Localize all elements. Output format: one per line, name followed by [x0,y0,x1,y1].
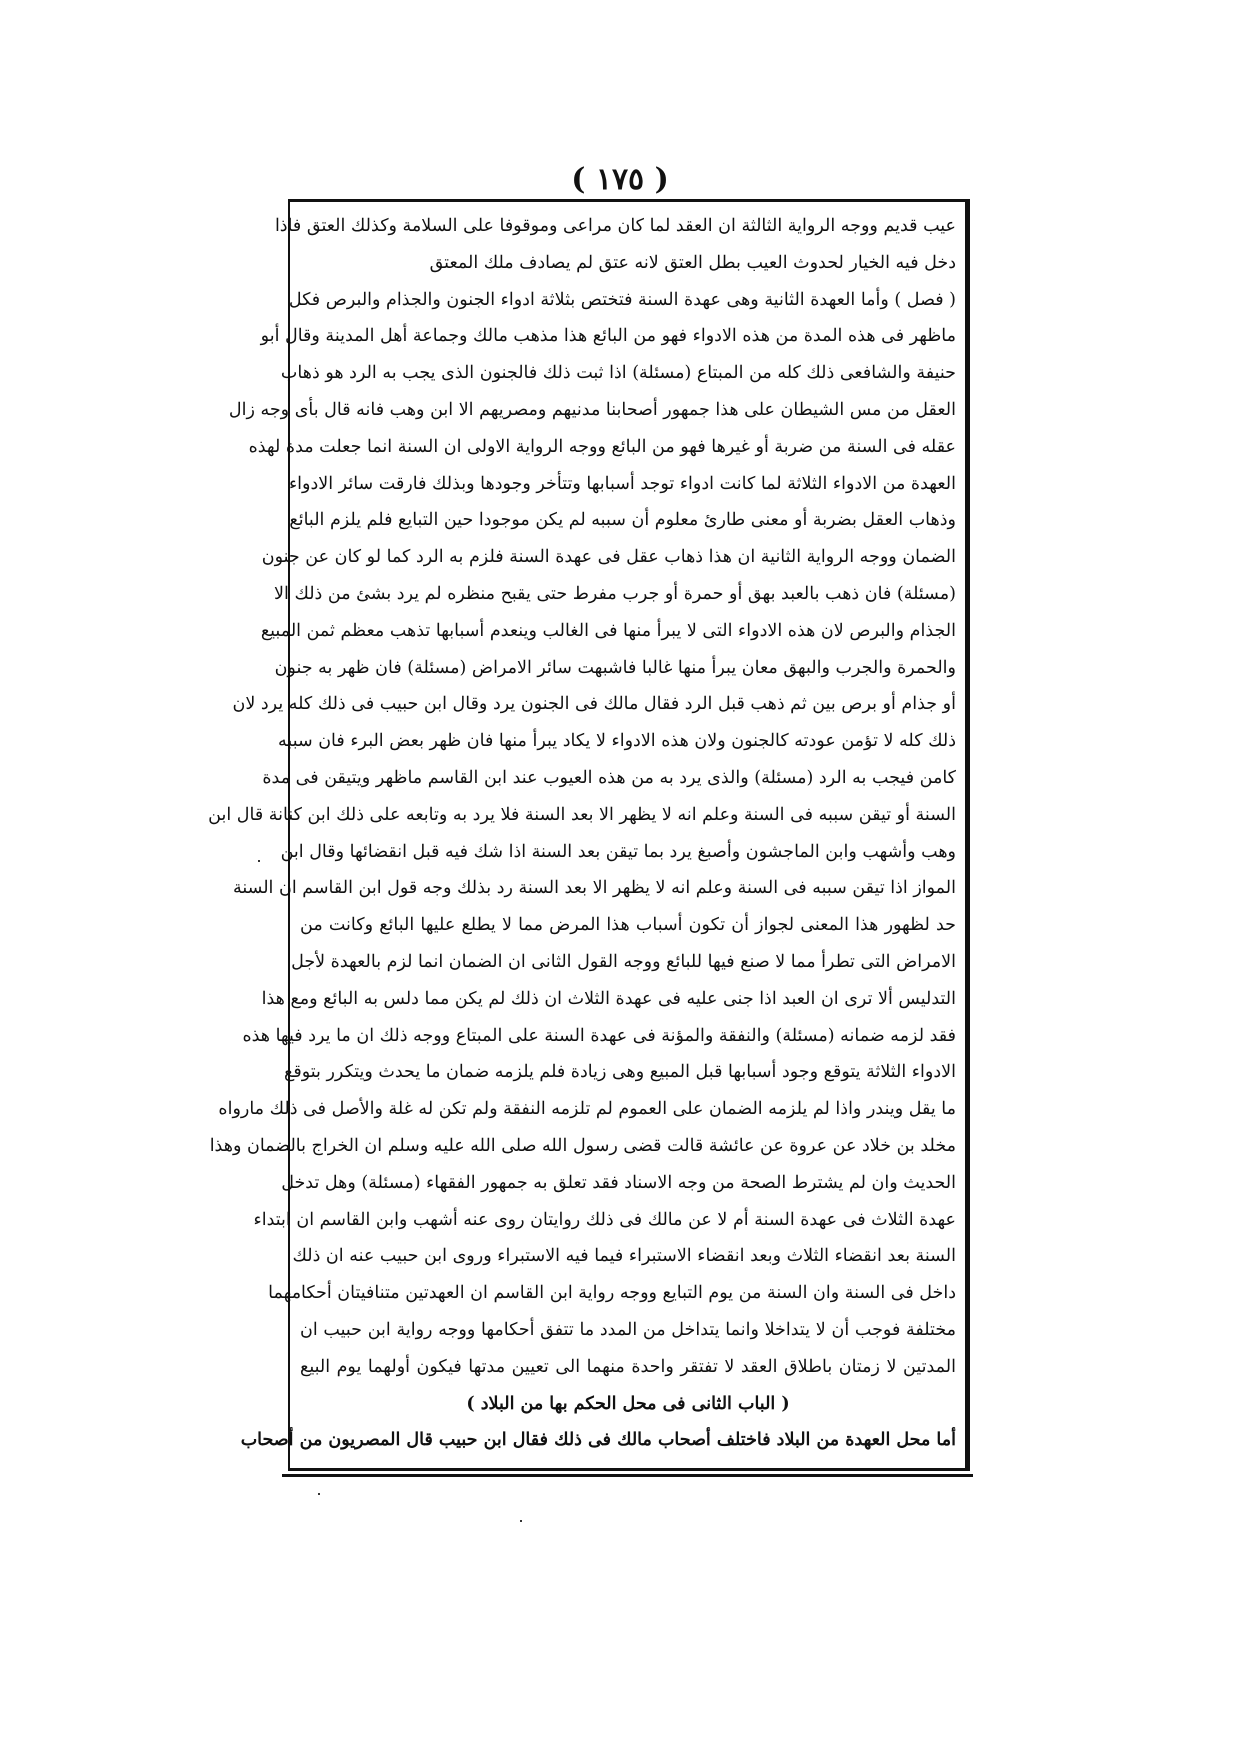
text-line: الضمان ووجه الرواية الثانية ان هذا ذهاب عقل فى عهدة السنة فلزم به الرد كما لو كان عن جنون [261,547,956,568]
text-line: ما يقل ويندر واذا لم يلزمه الضمان على العموم لم تلزمه النفقة ولم تكن له غلة والأصل فى ذلك مارواه [218,1099,956,1120]
text-line: الادواء الثلاثة يتوقع وجود أسبابها قبل المبيع وهى زيادة فلم يلزمه ضمان ما يحدث ويتكرر بتوقع [284,1062,956,1083]
text-line: أما محل العهدة من البلاد فاختلف أصحاب مالك فى ذلك فقال ابن حبيب قال المصريون من أصحاب [240,1430,956,1451]
text-line: كامن فيجب به الرد (مسئلة) والذى يرد به من هذه العيوب عند ابن القاسم ماظهر ويتيقن فى مدة [262,767,956,788]
text-line: الجذام والبرص لان هذه الادواء التى لا يبرأ منها فى الغالب وينعدم أسبابها تذهب معظم ثمن المبيع [260,620,956,641]
text-line: مختلفة فوجب أن لا يتداخلا وانما يتداخل من المدد ما تتفق أحكامها ووجه رواية ابن حبيب ان [300,1319,956,1340]
text-line: المدتين لا زمتان باطلاق العقد لا تفتقر واحدة منهما الى تعيين مدتها فيكون أولهما يوم البيع [300,1356,956,1377]
text-line: التدليس ألا ترى ان العبد اذا جنى عليه فى عهدة الثلاث ان ذلك لم يكن مما دلس به البائع ومع هذا [261,988,956,1009]
text-line: عقله فى السنة من ضربة أو غيرها فهو من البائع ووجه الرواية الاولى ان السنة انما جعلت مدة لهذه [248,436,956,457]
text-line: داخل فى السنة وان السنة من يوم التبايع ووجه رواية ابن القاسم ان العهدتين متنافيتان أحكامهما [268,1283,956,1304]
text-line: ( فصل ) وأما العهدة الثانية وهى عهدة السنة فتختص بثلاثة ادواء الجنون والجذام والبرص فكل [288,289,956,310]
text-line: مخلد بن خلاد عن عروة عن عائشة قالت قضى رسول الله صلى الله عليه وسلم ان الخراج بالضمان وهذا [209,1135,956,1156]
text-line: السنة بعد انقضاء الثلاث وبعد انقضاء الاستبراء فيما فيه الاستبراء وروى ابن حبيب عنه ان ذلك [292,1246,956,1267]
text-line: (مسئلة) فان ذهب بالعبد بهق أو حمرة أو جرب مفرط حتى يقبح منظره لم يرد بشئ من ذلك الا [274,583,956,604]
page-number: ( ١٧٥ ) [571,162,669,197]
text-line: المواز اذا تيقن سببه فى السنة وعلم انه لا يظهر الا بعد السنة رد بذلك وجه قول ابن القاسم ان السنة [232,878,956,899]
scan-speck [258,860,260,862]
text-line: وهب وأشهب وابن الماجشون وأصبغ يرد بما تيقن بعد السنة اذا شك فيه قبل انقضائها وقال ابن [280,841,956,862]
text-line: حد لظهور هذا المعنى لجواز أن تكون أسباب هذا المرض مما لا يطلع عليها البائع وكانت من [300,915,956,936]
text-line: فقد لزمه ضمانه (مسئلة) والنفقة والمؤنة فى عهدة السنة على المبتاع ووجه ذلك ان ما يرد فيها هذه [242,1025,956,1046]
text-line: السنة أو تيقن سببه فى السنة وعلم انه لا يظهر الا بعد السنة فلا يرد به وتابعه على ذلك ابن كنانة قال ابن [208,804,956,825]
text-line: دخل فيه الخيار لحدوث العيب بطل العتق لانه عتق لم يصادف ملك المعتق [429,252,956,273]
text-line: أو جذام أو برص بين ثم ذهب قبل الرد فقال مالك فى الجنون يرد وقال ابن حبيب فى ذلك كله يرد لان [232,694,956,715]
scan-speck [520,1520,522,1522]
text-line: وذهاب العقل بضربة أو معنى طارئ معلوم أن سببه لم يكن موجودا حين التبايع فلم يلزم البائع [289,510,956,531]
text-line: العهدة من الادواء الثلاثة لما كانت ادواء توجد أسبابها وتتأخر وجودها وبذلك فارقت سائر الادواء [288,473,956,494]
text-line: عهدة الثلاث فى عهدة السنة أم لا عن مالك فى ذلك روايتان روى عنه أشهب وابن القاسم ان ابتداء [253,1209,956,1230]
text-line: الحديث وان لم يشترط الصحة من وجه الاسناد فقد تعلق به جمهور الفقهاء (مسئلة) وهل تدخل [281,1172,956,1193]
scan-speck [318,1493,320,1495]
text-line: ماظهر فى هذه المدة من هذه الادواء فهو من البائع هذا مذهب مالك وجماعة أهل المدينة وقال أبو [260,326,956,347]
chapter-heading: ( الباب الثانى فى محل الحكم بها من البلاد ) [466,1393,790,1414]
body-text [208,208,956,1459]
text-line: ذلك كله لا تؤمن عودته كالجنون ولان هذه الادواء لا يكاد يبرأ منها فان ظهر بعض البرء فان سببه [278,731,956,752]
text-line: العقل من مس الشيطان على هذا جمهور أصحابنا مدنيهم ومصريهم الا ابن وهب فانه قال بأى وجه زال [228,399,956,420]
text-line: حنيفة والشافعى ذلك كله من المبتاع (مسئلة) اذا ثبت ذلك فالجنون الذى يجب به الرد هو ذهاب [280,363,956,384]
text-line: عيب قديم ووجه الرواية الثالثة ان العقد لما كان مراعى وموقوفا على السلامة وكذلك العتق فاذا [274,216,956,236]
text-line: والحمرة والجرب والبهق معان يبرأ منها غالبا فاشبهت سائر الامراض (مسئلة) فان ظهر به جنون [274,657,956,678]
text-line: الامراض التى تطرأ مما لا صنع فيها للبائع ووجه القول الثانى ان الضمان انما لزم بالعهدة لأجل [291,951,956,972]
